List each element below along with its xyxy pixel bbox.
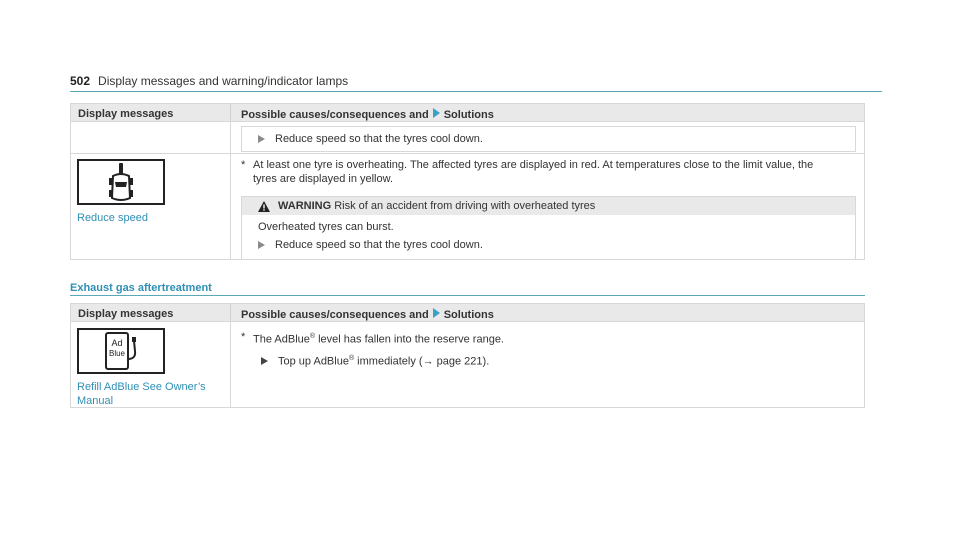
table-row bbox=[71, 121, 864, 153]
message-line: Manual bbox=[77, 395, 114, 407]
cell-causes bbox=[231, 154, 864, 260]
warning-triangle-icon bbox=[258, 201, 270, 212]
adblue-display bbox=[77, 328, 165, 374]
cause-line: At least one tyre is overheating. The affected tyres are displayed in red. At temperatures close to the limit value, the bbox=[253, 159, 814, 171]
page-reference[interactable]: page 221). bbox=[433, 355, 490, 368]
cause-text: level has fallen into the reserve range. bbox=[315, 333, 504, 346]
col-causes-solutions bbox=[231, 304, 864, 321]
display-messages-table-adblue bbox=[70, 303, 865, 408]
solution-arrow-icon bbox=[433, 108, 440, 118]
cell-causes bbox=[231, 322, 864, 407]
col-solutions: Solutions bbox=[443, 308, 494, 321]
cell-message bbox=[71, 322, 231, 407]
solution-step bbox=[241, 126, 856, 152]
step-arrow-icon bbox=[258, 241, 265, 249]
registered-mark: ® bbox=[309, 333, 316, 340]
page-title: Display messages and warning/indicator lamps bbox=[98, 74, 349, 88]
registered-mark: ® bbox=[348, 354, 355, 362]
solution-arrow-icon bbox=[433, 308, 440, 318]
message-refill-adblue bbox=[77, 380, 230, 408]
step-text: immediately ( bbox=[354, 355, 423, 368]
warning-text: Risk of an accident from driving with overheated tyres bbox=[334, 200, 596, 212]
car-overheat-icon bbox=[106, 162, 136, 202]
solution-step bbox=[241, 347, 856, 374]
step-text: Top up AdBlue bbox=[278, 355, 349, 368]
icon-text-ad: Ad bbox=[111, 338, 123, 348]
col-causes: Possible causes/consequences and bbox=[241, 308, 429, 321]
step-text: Reduce speed so that the tyres cool down. bbox=[275, 239, 483, 251]
warning-header bbox=[242, 197, 855, 215]
warning-box bbox=[241, 196, 856, 260]
section-title: Exhaust gas aftertreatment bbox=[70, 282, 865, 296]
message-line: Refill AdBlue See Owner’s bbox=[77, 381, 206, 393]
warning-label: WARNING bbox=[278, 200, 332, 212]
step-text: Reduce speed so that the tyres cool down. bbox=[275, 133, 483, 145]
adblue-tank-icon bbox=[103, 331, 139, 371]
page-header bbox=[70, 74, 882, 92]
display-messages-table-tyres bbox=[70, 103, 865, 260]
table-header bbox=[71, 304, 864, 321]
cause-text: The AdBlue bbox=[253, 333, 310, 346]
tyre-temperature-display bbox=[77, 159, 165, 205]
cause-paragraph bbox=[241, 330, 856, 347]
cause-paragraph bbox=[241, 158, 856, 186]
table-row bbox=[71, 321, 864, 407]
col-causes: Possible causes/consequences and bbox=[241, 108, 429, 121]
warning-body-text: Overheated tyres can burst. bbox=[258, 221, 394, 233]
message-reduce-speed: Reduce speed bbox=[77, 212, 148, 224]
asterisk: * bbox=[241, 331, 246, 343]
warning-step bbox=[258, 233, 847, 257]
empty-cell bbox=[71, 122, 231, 153]
table-row bbox=[71, 153, 864, 260]
cause-line: tyres are displayed in yellow. bbox=[253, 173, 394, 185]
step-arrow-icon bbox=[258, 135, 265, 143]
col-display-messages: Display messages bbox=[71, 304, 231, 321]
cell-solution bbox=[231, 122, 864, 153]
warning-body bbox=[242, 215, 855, 259]
asterisk: * bbox=[241, 159, 246, 171]
col-display-messages: Display messages bbox=[71, 104, 231, 121]
col-solutions: Solutions bbox=[443, 108, 494, 121]
page-number: 502 bbox=[70, 74, 91, 88]
icon-text-blue: Blue bbox=[108, 349, 126, 358]
table-header bbox=[71, 104, 864, 121]
page-reference-arrow: → bbox=[422, 355, 434, 368]
cell-message bbox=[71, 154, 231, 260]
col-causes-solutions bbox=[231, 104, 864, 121]
step-arrow-icon bbox=[261, 357, 268, 365]
